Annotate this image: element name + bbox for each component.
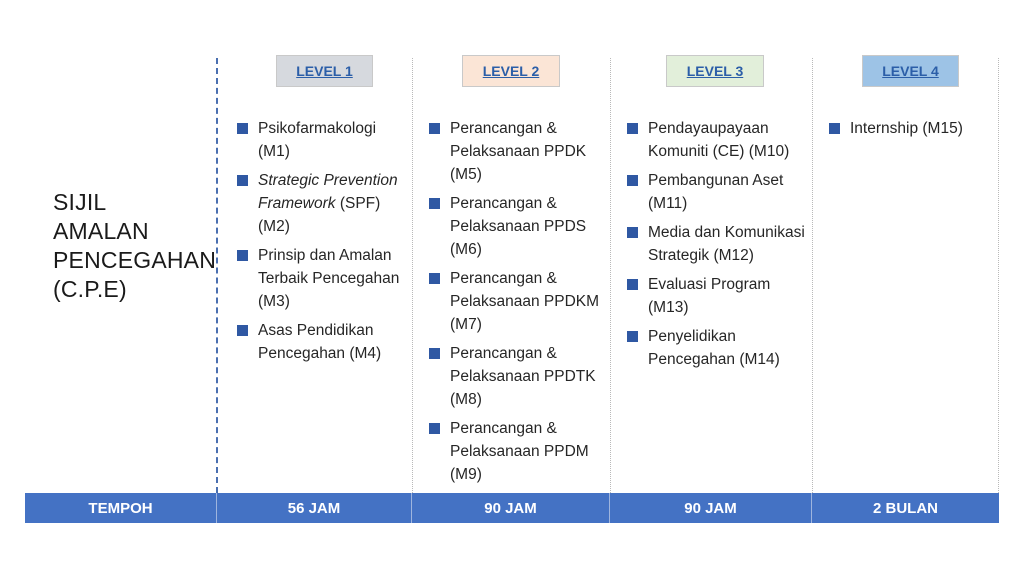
- level-1-badge[interactable]: [276, 55, 373, 87]
- duration-level-3: 90 JAM: [610, 493, 812, 523]
- module-text: (SPF) (M2): [258, 195, 381, 235]
- module-item: [627, 117, 807, 163]
- square-bullet-icon: [627, 175, 638, 186]
- module-text: Perancangan & Pelaksanaan PPDTK (M8): [450, 345, 596, 408]
- duration-level-4: 2 BULAN: [872, 499, 938, 517]
- module-item: [429, 342, 604, 411]
- module-text: Perancangan & Pelaksanaan PPDKM (M7): [450, 270, 600, 333]
- square-bullet-icon: [237, 123, 248, 134]
- module-item: [627, 221, 807, 267]
- module-item: [237, 244, 407, 313]
- module-italic-text: Strategic Prevention Framework: [258, 172, 398, 212]
- module-text: Perancangan & Pelaksanaan PPDS (M6): [450, 195, 587, 258]
- module-text: Prinsip dan Amalan Terbaik Pencegahan (M3): [258, 247, 400, 310]
- level-label: LEVEL 4: [882, 63, 939, 79]
- module-item: [627, 169, 807, 215]
- square-bullet-icon: [627, 279, 638, 290]
- square-bullet-icon: [237, 175, 248, 186]
- module-item: [237, 169, 407, 238]
- square-bullet-icon: [237, 325, 248, 336]
- square-bullet-icon: [429, 423, 440, 434]
- duration-bar: [25, 493, 999, 523]
- square-bullet-icon: [627, 123, 638, 134]
- module-text: Pembangunan Aset (M11): [648, 172, 784, 212]
- title-line: SIJIL: [53, 189, 107, 215]
- square-bullet-icon: [429, 198, 440, 209]
- module-text: Perancangan & Pelaksanaan PPDM (M9): [450, 420, 589, 483]
- title-line: PENCEGAHAN: [53, 247, 217, 273]
- module-text: Perancangan & Pelaksanaan PPDK (M5): [450, 120, 587, 183]
- module-item: [429, 117, 604, 186]
- column-divider: [412, 58, 413, 493]
- duration-label: TEMPOH: [25, 493, 217, 523]
- level-2-modules: [429, 117, 604, 492]
- duration-level-1: 56 JAM: [217, 493, 412, 523]
- square-bullet-icon: [627, 227, 638, 238]
- level-label: LEVEL 3: [686, 63, 744, 79]
- module-text: Asas Pendidikan Pencegahan (M4): [258, 322, 382, 362]
- module-text: Internship (M15): [850, 120, 963, 137]
- module-item: [237, 319, 407, 365]
- level-label: LEVEL 1: [296, 63, 353, 79]
- program-title: [53, 188, 223, 304]
- column-divider: [610, 58, 611, 493]
- square-bullet-icon: [429, 123, 440, 134]
- square-bullet-icon: [237, 250, 248, 261]
- level-4-badge[interactable]: [862, 55, 959, 87]
- column-divider: [216, 58, 218, 493]
- level-3-modules: [627, 117, 807, 377]
- module-item: [429, 192, 604, 261]
- module-item: [829, 117, 994, 140]
- title-line: AMALAN: [53, 218, 149, 244]
- module-text: Penyelidikan Pencegahan (M14): [648, 328, 780, 368]
- module-item: [627, 273, 807, 319]
- square-bullet-icon: [429, 273, 440, 284]
- module-text: Pendayaupayaan Komuniti (CE) (M10): [648, 120, 790, 160]
- level-label: LEVEL 2: [482, 63, 540, 79]
- square-bullet-icon: [627, 331, 638, 342]
- column-divider: [998, 58, 999, 493]
- level-4-modules: [829, 117, 994, 146]
- title-line: (C.P.E): [53, 276, 127, 302]
- module-text: Psikofarmakologi (M1): [258, 120, 377, 160]
- column-divider: [812, 58, 813, 493]
- module-item: [237, 117, 407, 163]
- level-3-badge[interactable]: [666, 55, 764, 87]
- square-bullet-icon: [429, 348, 440, 359]
- level-1-modules: [237, 117, 407, 371]
- module-item: [627, 325, 807, 371]
- duration-level-2: 90 JAM: [412, 493, 610, 523]
- module-item: [429, 417, 604, 486]
- module-item: [429, 267, 604, 336]
- module-text: Evaluasi Program (M13): [648, 276, 771, 316]
- level-2-badge[interactable]: [462, 55, 560, 87]
- module-text: Media dan Komunikasi Strategik (M12): [648, 224, 805, 264]
- square-bullet-icon: [829, 123, 840, 134]
